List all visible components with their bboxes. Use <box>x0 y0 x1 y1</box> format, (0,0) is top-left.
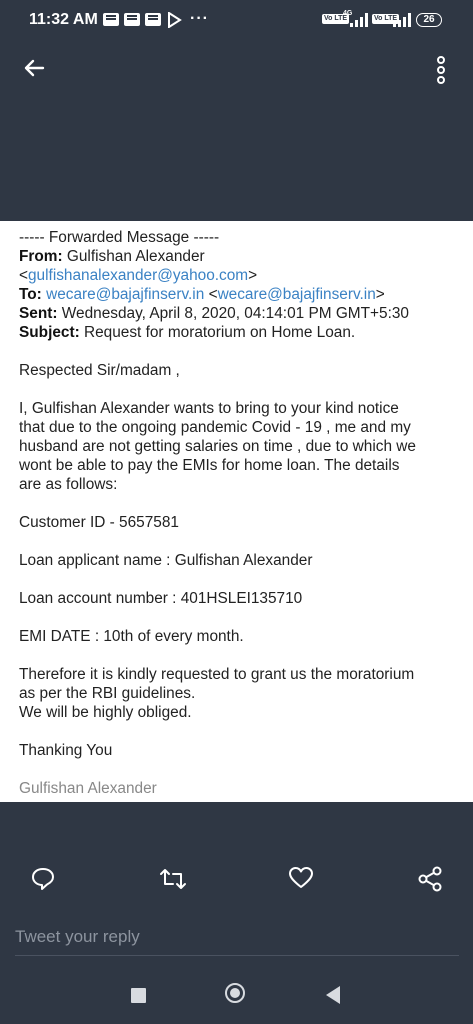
more-notifications-icon: ··· <box>190 10 209 27</box>
battery-level: 26 <box>423 14 435 25</box>
closing: Thanking You <box>19 742 113 759</box>
status-bar <box>0 0 473 40</box>
email-body <box>19 228 464 798</box>
paragraph-line: We will be highly obliged. <box>19 704 192 721</box>
salutation: Respected Sir/madam , <box>19 362 180 379</box>
paragraph-line: Therefore it is kindly requested to grant us the moratorium <box>19 666 415 683</box>
paragraph-line: wont be able to pay the EMIs for home loan. The details <box>19 457 400 474</box>
emi-date: EMI DATE : 10th of every month. <box>19 628 244 645</box>
paragraph-line: husband are not getting salaries on time , due to which we <box>19 438 416 455</box>
paragraph-line: that due to the ongoing pandemic Covid - 19 , me and my <box>19 419 411 436</box>
to-email-link: wecare@bajajfinserv.in <box>46 286 205 303</box>
customer-id: Customer ID - 5657581 <box>19 514 179 531</box>
from-line: From: Gulfishan Alexander <box>19 248 205 265</box>
volte-icon: Vo LTE <box>374 15 398 22</box>
back-arrow-icon[interactable] <box>22 56 46 80</box>
message-notification-icon <box>103 13 119 26</box>
battery-icon <box>416 13 442 27</box>
reply-icon[interactable] <box>31 866 55 892</box>
retweet-icon[interactable] <box>159 866 187 892</box>
top-app-bar <box>0 40 473 220</box>
nav-back-icon[interactable] <box>326 986 340 1004</box>
from-email-link: gulfishanalexander@yahoo.com <box>28 267 249 284</box>
sent-line: Sent: Wednesday, April 8, 2020, 04:14:01 PM GMT+5:30 <box>19 305 409 322</box>
more-options-icon[interactable] <box>436 56 446 84</box>
to-line: To: wecare@bajajfinserv.in <wecare@bajajfinserv.in> <box>19 286 385 303</box>
like-heart-icon[interactable] <box>288 866 314 890</box>
loan-applicant: Loan applicant name : Gulfishan Alexander <box>19 552 313 569</box>
message-notification-icon <box>124 13 140 26</box>
paragraph-line: as per the RBI guidelines. <box>19 685 196 702</box>
signal-icon <box>350 13 368 27</box>
volte-icon: Vo LTE <box>324 15 348 22</box>
email-image[interactable] <box>0 221 473 802</box>
message-notification-icon <box>145 13 161 26</box>
loan-account: Loan account number : 401HSLEI135710 <box>19 590 303 607</box>
share-icon[interactable] <box>417 866 443 892</box>
network-type-label: 4G <box>343 10 353 17</box>
recent-apps-icon[interactable] <box>131 988 146 1003</box>
from-email-line: <gulfishanalexander@yahoo.com> <box>19 267 258 284</box>
signature: Gulfishan Alexander <box>19 780 157 797</box>
subject-line: Subject: Request for moratorium on Home Loan. <box>19 324 356 341</box>
forward-header: ----- Forwarded Message ----- <box>19 229 220 246</box>
paragraph-line: I, Gulfishan Alexander wants to bring to your kind notice <box>19 400 399 417</box>
reply-input[interactable]: Tweet your reply <box>15 927 140 946</box>
reply-underline <box>15 955 459 956</box>
play-store-icon <box>166 12 182 28</box>
home-icon[interactable] <box>225 983 245 1003</box>
paragraph-line: are as follows: <box>19 476 118 493</box>
signal-icon <box>393 13 411 27</box>
status-time: 11:32 AM <box>29 11 98 28</box>
